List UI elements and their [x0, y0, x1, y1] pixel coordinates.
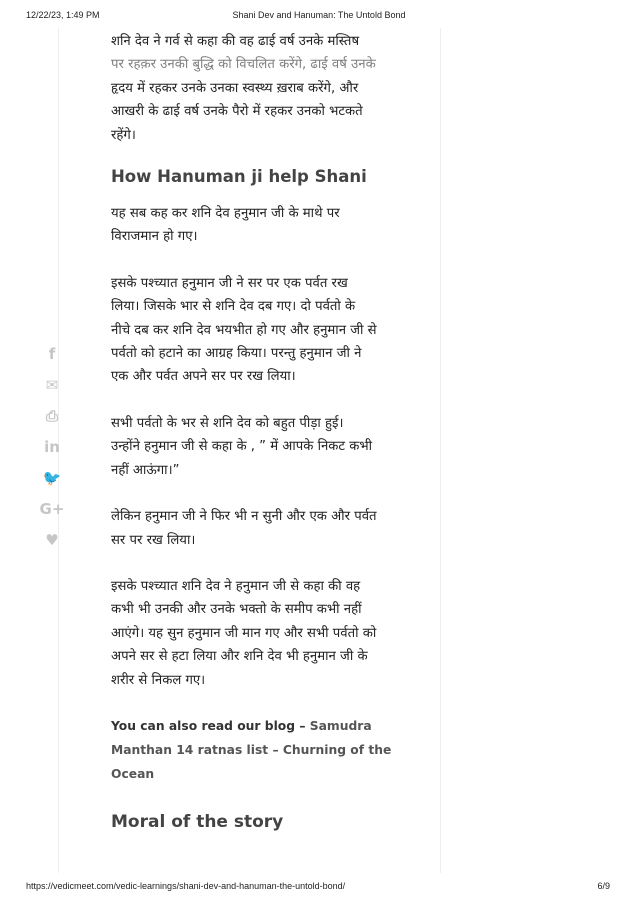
print-page-title: Shani Dev and Hanuman: The Untold Bond	[232, 10, 406, 20]
print-url: https://vedicmeet.com/vedic-learnings/shani-dev-and-hanuman-the-untold-bond/	[26, 881, 346, 891]
text-line: अपने सर से हटा लिया और शनि देव भी हनुमान जी के	[111, 649, 368, 665]
facebook-icon[interactable]: f	[48, 345, 56, 363]
read-also-prefix: You can also read our blog –	[111, 718, 310, 733]
intro-paragraph	[111, 30, 401, 147]
linkedin-icon[interactable]: in	[44, 438, 60, 456]
print-icon[interactable]: ⎙	[45, 407, 58, 425]
section-heading-how-hanuman-helped: How Hanuman ji help Shani	[111, 167, 367, 187]
text-line: आखरी के ढाई वर्ष उनके पैरो में रहकर उनको भटकते	[111, 104, 363, 120]
text-line: रहेंगे।	[111, 127, 136, 143]
content-right-border	[440, 28, 441, 873]
text-line: सभी पर्वतो के भर से शनि देव को बहुत पीड़ा हुई।	[111, 415, 344, 431]
text-line: उन्होंने हनुमान जी से कहा के , ” में आपके निकट कभी	[111, 439, 373, 455]
print-datetime: 12/22/23, 1:49 PM	[26, 10, 100, 20]
social-share-bar	[38, 343, 66, 560]
text-line: आएंगे। यह सुन हनुमान जी मान गए और सभी पर्वतो को	[111, 625, 377, 641]
paragraph-1	[111, 202, 401, 249]
text-line: हृदय में रहकर उनके उनका स्वस्थ्य ख़राब करेंगे, और	[111, 80, 359, 96]
read-also-blog-link[interactable]: Samudra Manthan 14 ratnas list – Churning of the Ocean	[111, 718, 392, 781]
text-line: लेकिन हनुमान जी ने फिर भी न सुनी और एक और पर्वत	[111, 509, 377, 525]
text-line: एक और पर्वत अपने सर पर रख लिया।	[111, 369, 296, 385]
section-heading-moral: Moral of the story	[111, 811, 284, 832]
text-line: सर पर रख लिया।	[111, 532, 196, 548]
twitter-icon[interactable]: 🐦	[42, 469, 62, 487]
text-line: शरीर से निकल गए।	[111, 672, 206, 688]
text-line: शनि देव ने गर्व से कहा की वह ढाई वर्ष उनके मस्तिष	[111, 34, 360, 49]
article-content	[111, 30, 401, 833]
text-line: यह सब कह कर शनि देव हनुमान जी के माथे पर	[111, 206, 340, 222]
text-line: नीचे दब कर शनि देव भयभीत हो गए और हनुमान जी से	[111, 322, 377, 338]
text-line: विराजमान हो गए।	[111, 229, 198, 245]
text-line: इसके पश्च्यात शनि देव ने हनुमान जी से कहा की वह	[111, 578, 361, 594]
read-also-callout	[111, 714, 401, 786]
email-icon[interactable]: ✉	[45, 376, 59, 394]
paragraph-4	[111, 505, 401, 552]
text-line: पर रहक़र उनकी बुद्धि को विचलित करेंगे, ढाई वर्ष उनके	[111, 57, 376, 73]
paragraph-2	[111, 272, 401, 389]
print-page-number: 6/9	[597, 881, 610, 891]
heart-icon[interactable]: ♥	[45, 531, 59, 549]
text-line: इसके पश्च्यात हनुमान जी ने सर पर एक पर्वत रख	[111, 275, 348, 291]
text-line: नहीं आऊंगा।”	[111, 462, 180, 478]
paragraph-5	[111, 575, 401, 692]
google-plus-icon[interactable]: G+	[39, 500, 65, 518]
paragraph-3	[111, 412, 401, 482]
text-line: कभी भी उनकी और उनके भक्तो के समीप कभी नहीं	[111, 602, 362, 618]
text-line: पर्वतो को हटाने का आग्रह किया। परन्तु हनुमान जी ने	[111, 346, 362, 362]
text-line: लिया। जिसके भार से शनि देव दब गए। दो पर्वतो के	[111, 299, 356, 315]
